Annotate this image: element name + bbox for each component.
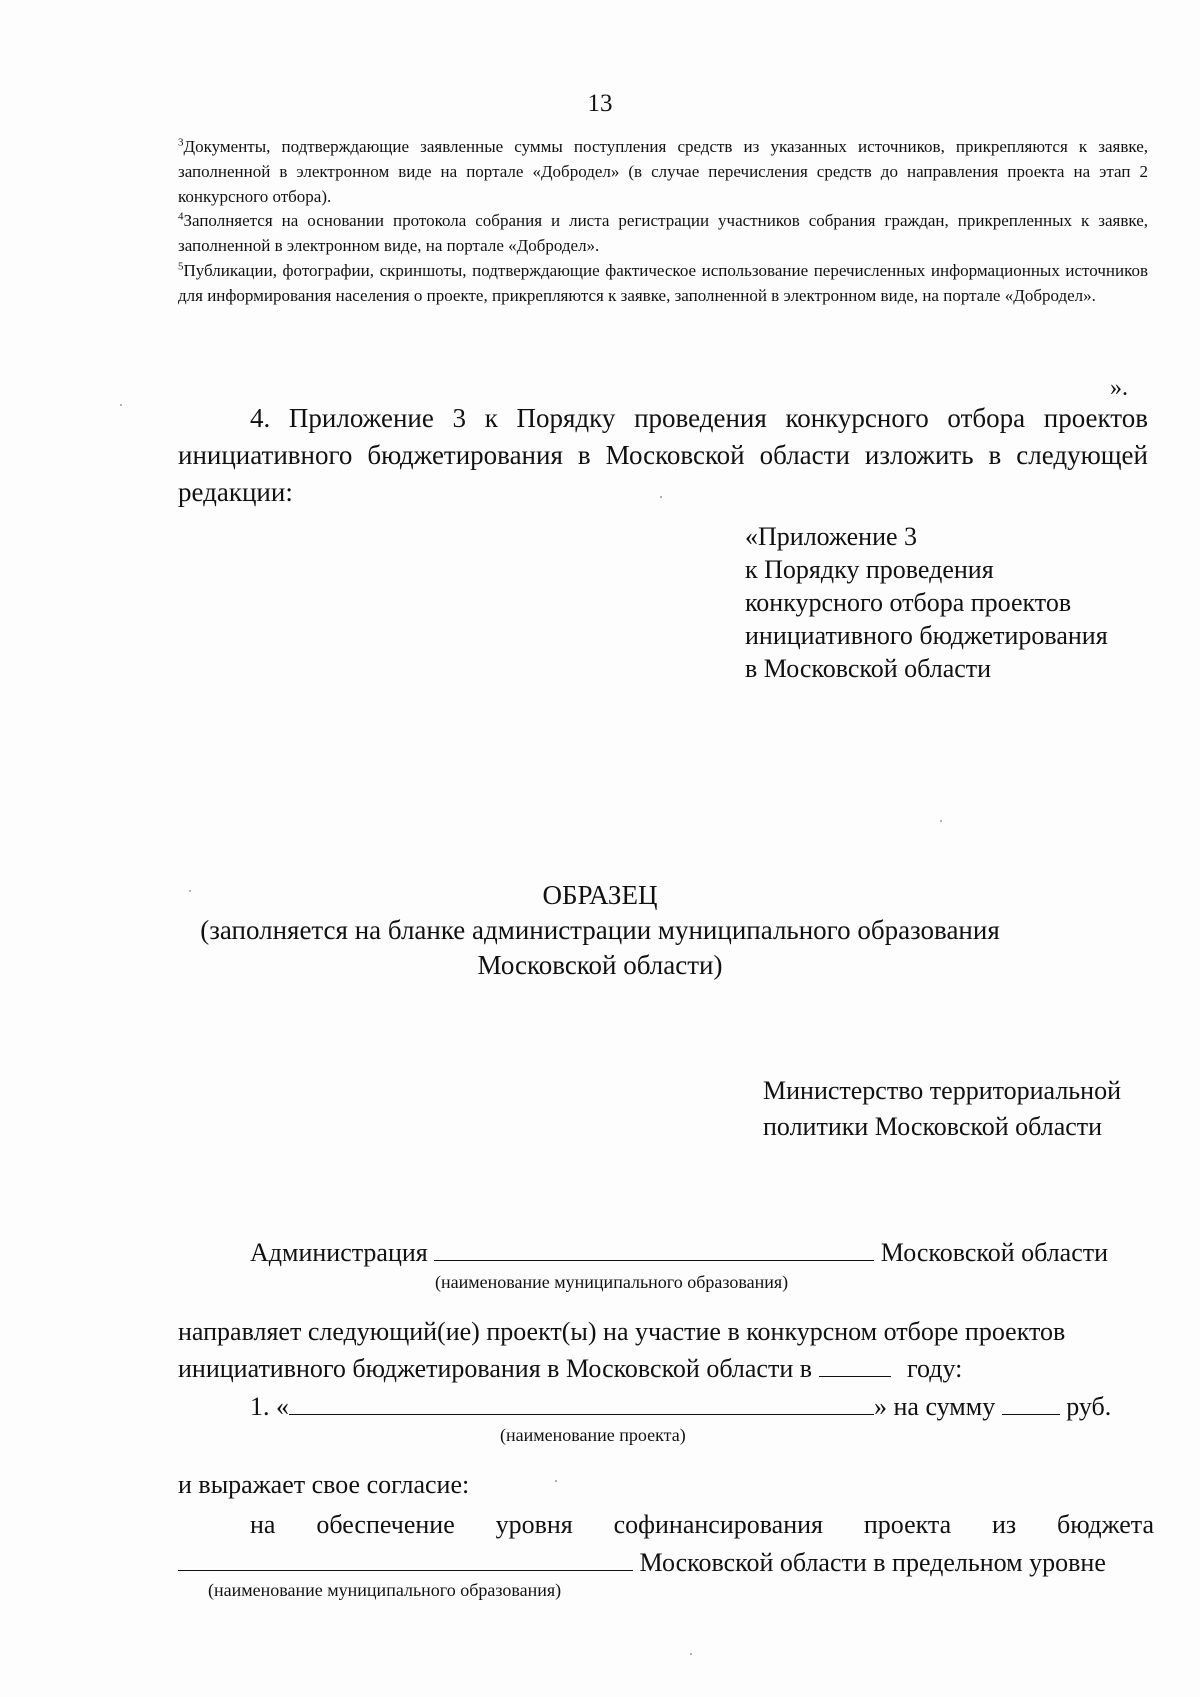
footnote-5 <box>178 258 1148 308</box>
footnote-text: Публикации, фотографии, скриншоты, подтверждающие фактическое использование перечисленных информационных источников для информирования населения о проекте, прикрепляются к заявке, заполненной в электронном виде, на портале «Добродел». <box>178 261 1148 305</box>
attachment-header-line: к Порядку проведения <box>745 555 994 584</box>
admin-label: Администрация <box>250 1238 428 1267</box>
attachment-header-line: в Московской области <box>745 654 992 683</box>
addressee <box>763 1073 1121 1145</box>
scan-speck <box>555 1480 557 1482</box>
sends-line-2-prefix: инициативного бюджетирования в Московской области в <box>178 1354 813 1383</box>
footnote-3 <box>178 134 1148 209</box>
item-1-row <box>250 1390 1200 1424</box>
attachment-header-line: инициативного бюджетирования <box>745 621 1108 650</box>
scan-speck <box>189 890 191 892</box>
municipality-name-blank <box>434 1236 874 1261</box>
cofinancing-line-2-suffix: Московской области в предельном уровне <box>639 1548 1106 1577</box>
attachment-header <box>745 520 1108 685</box>
cofinancing-line-1 <box>250 1508 1154 1542</box>
item-1-middle: » на сумму <box>874 1392 996 1421</box>
consent-line: и выражает свое согласие: <box>178 1470 470 1499</box>
sends-line-2 <box>178 1352 1152 1386</box>
scan-speck <box>660 496 662 498</box>
sends-line-1: направляет следующий(ие) проект(ы) на участие в конкурсном отборе проектов <box>178 1317 1066 1346</box>
cofinancing-word: софинансирования <box>613 1510 823 1539</box>
sends-line-2-suffix: году: <box>907 1354 963 1383</box>
sample-subtitle-line1: (заполняется на бланке администрации муниципального образования <box>200 915 1000 945</box>
year-blank <box>819 1352 891 1377</box>
footnote-text: Документы, подтверждающие заявленные суммы поступления средств из указанных источников, прикрепляются к заявке, заполненной в электронном виде на портале «Добродел» (в случае перечисления средств до направления проекта на этап 2 конкурсного отбора). <box>178 137 1148 206</box>
sample-title: ОБРАЗЕЦ <box>542 880 658 910</box>
footnote-4 <box>178 208 1148 258</box>
scan-speck <box>120 404 122 406</box>
item-1-prefix: 1. « <box>250 1392 289 1421</box>
cofinancing-word: проекта <box>863 1510 952 1539</box>
cofinancing-word: уровня <box>495 1510 573 1539</box>
item-1-suffix: руб. <box>1066 1392 1112 1421</box>
sample-subtitle-line2: Московской области) <box>477 950 723 980</box>
scan-speck <box>940 820 942 822</box>
admin-row <box>250 1236 1200 1270</box>
cofinancing-word: на <box>250 1510 276 1539</box>
cofinancing-line-2 <box>178 1546 1152 1580</box>
cofinancing-caption: (наименование муниципального образования) <box>208 1580 562 1600</box>
admin-suffix: Московской области <box>880 1238 1109 1267</box>
amount-blank <box>1002 1390 1060 1415</box>
admin-caption: (наименование муниципального образования) <box>435 1272 789 1292</box>
cofinancing-word: бюджета <box>1057 1510 1154 1539</box>
footnote-marker: 5 <box>178 260 184 273</box>
footnote-text: Заполняется на основании протокола собрания и листа регистрации участников собрания граждан, прикрепленных к заявке, заполненной в электронном виде, на портале «Добродел». <box>178 211 1148 255</box>
cofinancing-word: из <box>992 1510 1017 1539</box>
closing-quote: ». <box>1110 375 1128 401</box>
addressee-line: Министерство территориальной <box>763 1076 1121 1105</box>
addressee-line: политики Московской области <box>763 1112 1103 1141</box>
paragraph-4-text: 4. Приложение 3 к Порядку проведения конкурсного отбора проектов инициативного бюджетирования в Московской области изложить в следующей редакции: <box>178 403 1148 507</box>
footnote-marker: 4 <box>178 210 184 223</box>
item-1-caption: (наименование проекта) <box>500 1425 686 1445</box>
project-name-blank <box>289 1390 874 1415</box>
attachment-header-line: «Приложение 3 <box>745 522 918 551</box>
municipality-budget-blank <box>178 1546 633 1571</box>
attachment-header-line: конкурсного отбора проектов <box>745 588 1072 617</box>
paragraph-4 <box>178 400 1148 511</box>
page-number: 13 <box>587 90 613 117</box>
scan-speck <box>690 1653 692 1655</box>
cofinancing-word: обеспечение <box>316 1510 455 1539</box>
footnote-marker: 3 <box>178 136 184 149</box>
